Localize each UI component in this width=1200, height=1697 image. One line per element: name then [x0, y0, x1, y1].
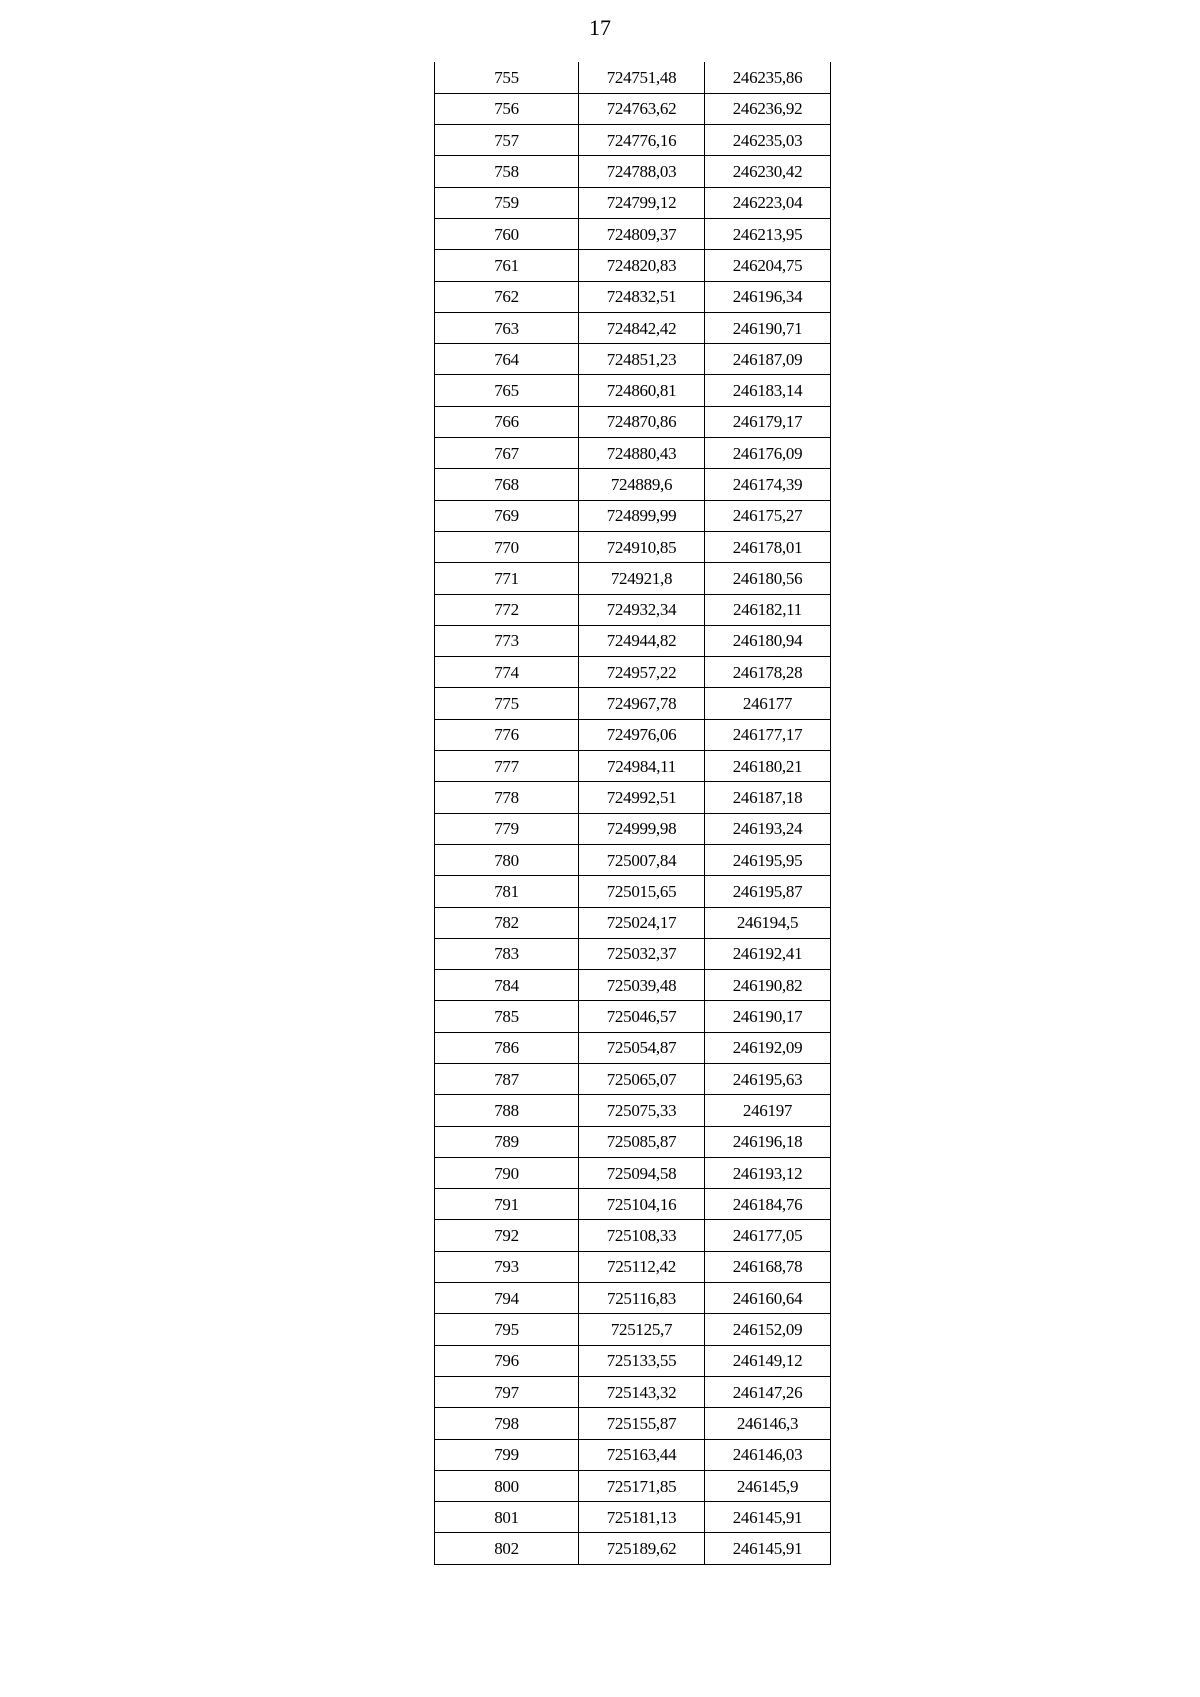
point-number-cell: 786 [435, 1032, 579, 1063]
table-row [435, 125, 831, 156]
table-row [435, 563, 831, 594]
y-coordinate-cell: 246195,87 [705, 876, 831, 907]
table-row [435, 1064, 831, 1095]
y-coordinate-cell: 246184,76 [705, 1189, 831, 1220]
x-coordinate-cell: 725108,33 [579, 1220, 705, 1251]
table-row [435, 782, 831, 813]
y-coordinate-cell: 246197 [705, 1095, 831, 1126]
point-number-cell: 771 [435, 563, 579, 594]
point-number-cell: 787 [435, 1064, 579, 1095]
point-number-cell: 761 [435, 250, 579, 281]
y-coordinate-cell: 246147,26 [705, 1376, 831, 1407]
coordinates-table-body [435, 62, 831, 1564]
y-coordinate-cell: 246175,27 [705, 500, 831, 531]
y-coordinate-cell: 246192,41 [705, 938, 831, 969]
point-number-cell: 760 [435, 218, 579, 249]
y-coordinate-cell: 246145,91 [705, 1502, 831, 1533]
point-number-cell: 802 [435, 1533, 579, 1564]
y-coordinate-cell: 246193,12 [705, 1157, 831, 1188]
table-row [435, 876, 831, 907]
x-coordinate-cell: 725133,55 [579, 1345, 705, 1376]
y-coordinate-cell: 246176,09 [705, 438, 831, 469]
table-row [435, 438, 831, 469]
table-row [435, 62, 831, 93]
x-coordinate-cell: 724851,23 [579, 344, 705, 375]
point-number-cell: 778 [435, 782, 579, 813]
x-coordinate-cell: 725094,58 [579, 1157, 705, 1188]
table-row [435, 187, 831, 218]
x-coordinate-cell: 725007,84 [579, 844, 705, 875]
point-number-cell: 765 [435, 375, 579, 406]
point-number-cell: 775 [435, 688, 579, 719]
point-number-cell: 779 [435, 813, 579, 844]
x-coordinate-cell: 725085,87 [579, 1126, 705, 1157]
table-row [435, 1126, 831, 1157]
point-number-cell: 797 [435, 1376, 579, 1407]
x-coordinate-cell: 724788,03 [579, 156, 705, 187]
y-coordinate-cell: 246230,42 [705, 156, 831, 187]
x-coordinate-cell: 725112,42 [579, 1251, 705, 1282]
x-coordinate-cell: 725125,7 [579, 1314, 705, 1345]
table-row [435, 1032, 831, 1063]
y-coordinate-cell: 246149,12 [705, 1345, 831, 1376]
y-coordinate-cell: 246180,21 [705, 751, 831, 782]
y-coordinate-cell: 246195,95 [705, 844, 831, 875]
y-coordinate-cell: 246174,39 [705, 469, 831, 500]
x-coordinate-cell: 725015,65 [579, 876, 705, 907]
table-row [435, 250, 831, 281]
x-coordinate-cell: 724992,51 [579, 782, 705, 813]
table-row [435, 844, 831, 875]
table-row [435, 657, 831, 688]
y-coordinate-cell: 246178,28 [705, 657, 831, 688]
y-coordinate-cell: 246177 [705, 688, 831, 719]
y-coordinate-cell: 246168,78 [705, 1251, 831, 1282]
y-coordinate-cell: 246182,11 [705, 594, 831, 625]
x-coordinate-cell: 724870,86 [579, 406, 705, 437]
x-coordinate-cell: 724999,98 [579, 813, 705, 844]
y-coordinate-cell: 246160,64 [705, 1283, 831, 1314]
table-row [435, 218, 831, 249]
point-number-cell: 769 [435, 500, 579, 531]
x-coordinate-cell: 724763,62 [579, 93, 705, 124]
table-row [435, 1439, 831, 1470]
table-row [435, 1189, 831, 1220]
x-coordinate-cell: 724976,06 [579, 719, 705, 750]
table-row [435, 907, 831, 938]
x-coordinate-cell: 724889,6 [579, 469, 705, 500]
table-row [435, 1314, 831, 1345]
point-number-cell: 801 [435, 1502, 579, 1533]
x-coordinate-cell: 725075,33 [579, 1095, 705, 1126]
table-row [435, 93, 831, 124]
x-coordinate-cell: 724944,82 [579, 625, 705, 656]
table-row [435, 1376, 831, 1407]
point-number-cell: 798 [435, 1408, 579, 1439]
table-row [435, 312, 831, 343]
x-coordinate-cell: 724860,81 [579, 375, 705, 406]
x-coordinate-cell: 724820,83 [579, 250, 705, 281]
coordinates-table [434, 62, 831, 1565]
point-number-cell: 785 [435, 1001, 579, 1032]
table-row [435, 1001, 831, 1032]
y-coordinate-cell: 246152,09 [705, 1314, 831, 1345]
x-coordinate-cell: 724899,99 [579, 500, 705, 531]
y-coordinate-cell: 246196,18 [705, 1126, 831, 1157]
x-coordinate-cell: 725189,62 [579, 1533, 705, 1564]
x-coordinate-cell: 725054,87 [579, 1032, 705, 1063]
y-coordinate-cell: 246180,94 [705, 625, 831, 656]
point-number-cell: 763 [435, 312, 579, 343]
x-coordinate-cell: 724776,16 [579, 125, 705, 156]
point-number-cell: 758 [435, 156, 579, 187]
point-number-cell: 795 [435, 1314, 579, 1345]
y-coordinate-cell: 246146,3 [705, 1408, 831, 1439]
y-coordinate-cell: 246183,14 [705, 375, 831, 406]
table-row [435, 500, 831, 531]
y-coordinate-cell: 246235,03 [705, 125, 831, 156]
x-coordinate-cell: 724910,85 [579, 531, 705, 562]
table-row [435, 1345, 831, 1376]
table-row [435, 281, 831, 312]
x-coordinate-cell: 724967,78 [579, 688, 705, 719]
y-coordinate-cell: 246194,5 [705, 907, 831, 938]
x-coordinate-cell: 724957,22 [579, 657, 705, 688]
point-number-cell: 762 [435, 281, 579, 312]
point-number-cell: 789 [435, 1126, 579, 1157]
table-row [435, 1408, 831, 1439]
y-coordinate-cell: 246204,75 [705, 250, 831, 281]
point-number-cell: 772 [435, 594, 579, 625]
point-number-cell: 767 [435, 438, 579, 469]
y-coordinate-cell: 246193,24 [705, 813, 831, 844]
point-number-cell: 755 [435, 62, 579, 93]
point-number-cell: 759 [435, 187, 579, 218]
table-row [435, 531, 831, 562]
y-coordinate-cell: 246192,09 [705, 1032, 831, 1063]
point-number-cell: 794 [435, 1283, 579, 1314]
x-coordinate-cell: 725046,57 [579, 1001, 705, 1032]
point-number-cell: 757 [435, 125, 579, 156]
point-number-cell: 776 [435, 719, 579, 750]
table-row [435, 594, 831, 625]
y-coordinate-cell: 246190,17 [705, 1001, 831, 1032]
table-row [435, 625, 831, 656]
table-row [435, 1220, 831, 1251]
y-coordinate-cell: 246213,95 [705, 218, 831, 249]
x-coordinate-cell: 725171,85 [579, 1470, 705, 1501]
y-coordinate-cell: 246178,01 [705, 531, 831, 562]
point-number-cell: 773 [435, 625, 579, 656]
table-row [435, 1095, 831, 1126]
point-number-cell: 790 [435, 1157, 579, 1188]
x-coordinate-cell: 725065,07 [579, 1064, 705, 1095]
x-coordinate-cell: 725181,13 [579, 1502, 705, 1533]
table-row [435, 1502, 831, 1533]
y-coordinate-cell: 246177,05 [705, 1220, 831, 1251]
table-row [435, 1157, 831, 1188]
x-coordinate-cell: 724832,51 [579, 281, 705, 312]
point-number-cell: 783 [435, 938, 579, 969]
x-coordinate-cell: 725104,16 [579, 1189, 705, 1220]
point-number-cell: 793 [435, 1251, 579, 1282]
y-coordinate-cell: 246195,63 [705, 1064, 831, 1095]
point-number-cell: 768 [435, 469, 579, 500]
point-number-cell: 799 [435, 1439, 579, 1470]
point-number-cell: 784 [435, 970, 579, 1001]
point-number-cell: 800 [435, 1470, 579, 1501]
table-row [435, 1283, 831, 1314]
x-coordinate-cell: 724842,42 [579, 312, 705, 343]
y-coordinate-cell: 246190,71 [705, 312, 831, 343]
table-row [435, 469, 831, 500]
x-coordinate-cell: 725039,48 [579, 970, 705, 1001]
table-row [435, 344, 831, 375]
y-coordinate-cell: 246180,56 [705, 563, 831, 594]
x-coordinate-cell: 725143,32 [579, 1376, 705, 1407]
table-row [435, 406, 831, 437]
table-row [435, 719, 831, 750]
table-row [435, 688, 831, 719]
x-coordinate-cell: 725155,87 [579, 1408, 705, 1439]
x-coordinate-cell: 725024,17 [579, 907, 705, 938]
point-number-cell: 792 [435, 1220, 579, 1251]
point-number-cell: 791 [435, 1189, 579, 1220]
table-row [435, 1470, 831, 1501]
point-number-cell: 766 [435, 406, 579, 437]
x-coordinate-cell: 725032,37 [579, 938, 705, 969]
y-coordinate-cell: 246187,18 [705, 782, 831, 813]
table-row [435, 1251, 831, 1282]
x-coordinate-cell: 725163,44 [579, 1439, 705, 1470]
x-coordinate-cell: 725116,83 [579, 1283, 705, 1314]
y-coordinate-cell: 246190,82 [705, 970, 831, 1001]
x-coordinate-cell: 724932,34 [579, 594, 705, 625]
point-number-cell: 770 [435, 531, 579, 562]
x-coordinate-cell: 724809,37 [579, 218, 705, 249]
point-number-cell: 788 [435, 1095, 579, 1126]
y-coordinate-cell: 246223,04 [705, 187, 831, 218]
point-number-cell: 780 [435, 844, 579, 875]
point-number-cell: 764 [435, 344, 579, 375]
y-coordinate-cell: 246179,17 [705, 406, 831, 437]
y-coordinate-cell: 246235,86 [705, 62, 831, 93]
x-coordinate-cell: 724984,11 [579, 751, 705, 782]
point-number-cell: 774 [435, 657, 579, 688]
table-row [435, 938, 831, 969]
point-number-cell: 781 [435, 876, 579, 907]
table-row [435, 156, 831, 187]
y-coordinate-cell: 246177,17 [705, 719, 831, 750]
table-row [435, 813, 831, 844]
x-coordinate-cell: 724921,8 [579, 563, 705, 594]
table-row [435, 1533, 831, 1564]
y-coordinate-cell: 246146,03 [705, 1439, 831, 1470]
x-coordinate-cell: 724799,12 [579, 187, 705, 218]
y-coordinate-cell: 246196,34 [705, 281, 831, 312]
point-number-cell: 796 [435, 1345, 579, 1376]
page-number: 17 [589, 15, 611, 40]
table-row [435, 970, 831, 1001]
y-coordinate-cell: 246145,91 [705, 1533, 831, 1564]
y-coordinate-cell: 246145,9 [705, 1470, 831, 1501]
y-coordinate-cell: 246236,92 [705, 93, 831, 124]
point-number-cell: 777 [435, 751, 579, 782]
y-coordinate-cell: 246187,09 [705, 344, 831, 375]
point-number-cell: 782 [435, 907, 579, 938]
table-row [435, 751, 831, 782]
point-number-cell: 756 [435, 93, 579, 124]
x-coordinate-cell: 724880,43 [579, 438, 705, 469]
table-row [435, 375, 831, 406]
x-coordinate-cell: 724751,48 [579, 62, 705, 93]
